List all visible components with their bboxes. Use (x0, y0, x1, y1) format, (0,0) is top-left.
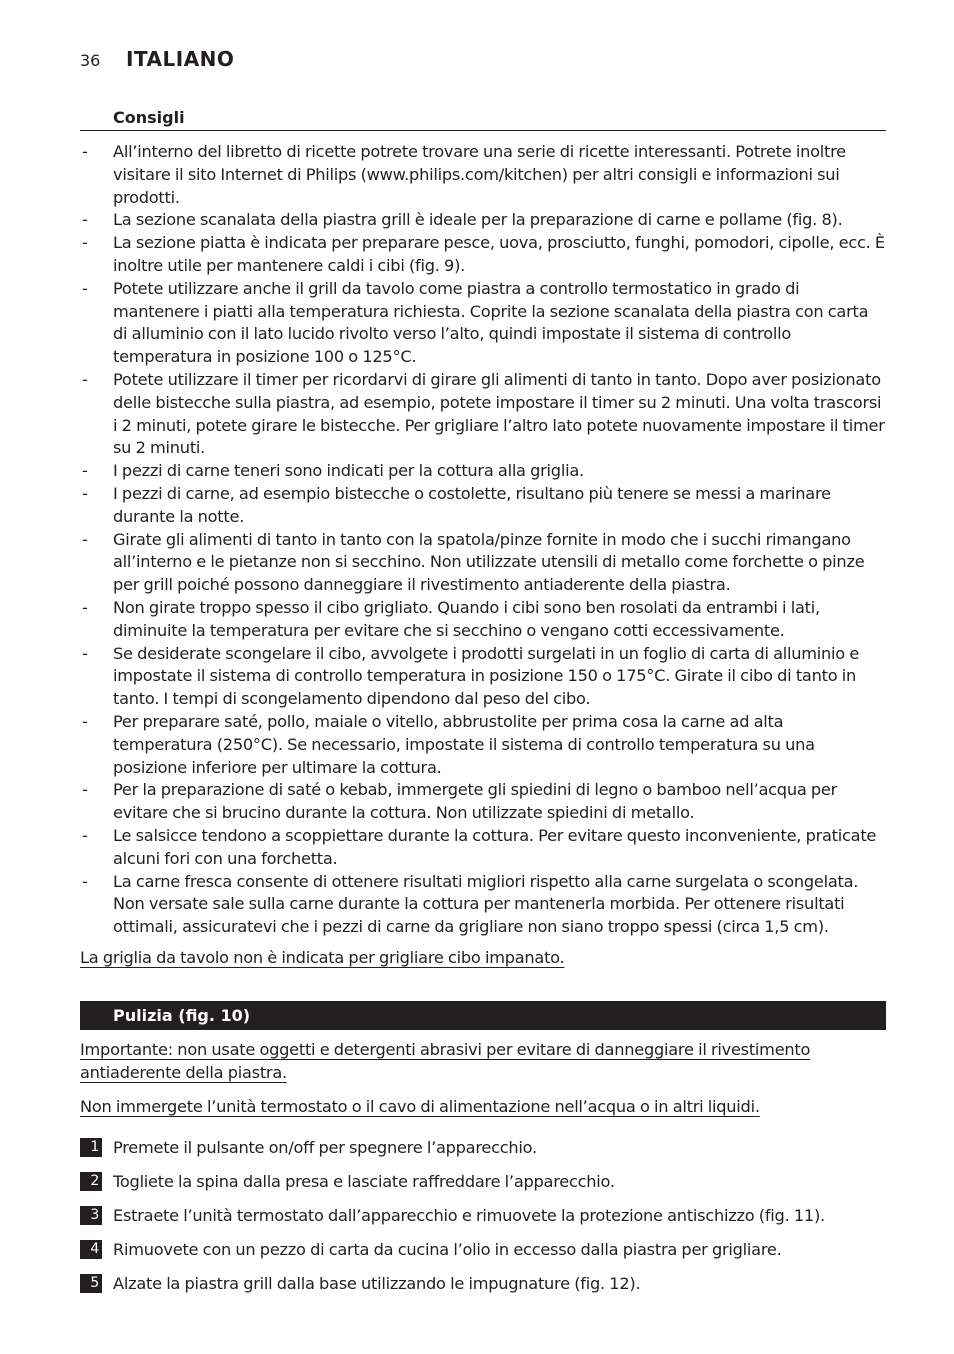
list-item (80, 209, 886, 232)
warning-text: Non immergete l’unità termostato o il cavo di alimentazione nell’acqua o in altri liquidi. (80, 1097, 760, 1116)
page-header (80, 47, 234, 71)
bullet-dash: - (82, 210, 88, 230)
list-item (80, 643, 886, 711)
tip-text: La sezione piatta è indicata per preparare pesce, uova, prosciutto, funghi, pomodori, cipolle, ecc. È inoltre utile per mantenere caldi i cibi (fig. 9). (113, 233, 885, 275)
list-item (80, 597, 886, 643)
consigli-heading: Consigli (80, 107, 886, 131)
list-item (80, 711, 886, 779)
tip-text: All’interno del libretto di ricette potrete trovare una serie di ricette interessanti. Potrete inoltre visitare il sito Internet di Philips (www.philips.com/kitchen) per altri consigli e informazioni sui prodotti. (113, 142, 846, 207)
note-text: La griglia da tavolo non è indicata per grigliare cibo impanato. (80, 948, 565, 967)
consigli-note (80, 947, 886, 970)
bullet-dash: - (82, 643, 88, 663)
step-text: Premete il pulsante on/off per spegnere l’apparecchio. (113, 1137, 537, 1157)
bullet-dash: - (82, 597, 88, 617)
bullet-dash: - (82, 233, 88, 253)
tip-text: La sezione scanalata della piastra grill è ideale per la preparazione di carne e pollame (fig. 8). (113, 210, 843, 230)
list-item (80, 141, 886, 209)
tip-text: Se desiderate scongelare il cibo, avvolgete i prodotti surgelati in un foglio di carta di alluminio e impostate il sistema di controllo temperatura in posizione 150 o 175°C. Girate il cibo di tanto in tanto. I tempi di scongelamento dipendono dal peso del cibo. (113, 643, 860, 709)
tip-text: Per preparare saté, pollo, maiale o vitello, abbrustolite per prima cosa la carne ad alta temperatura (250°C). Se necessario, impostate il sistema di controllo temperatura su una posizione inferiore per ultimare la cottura. (113, 711, 815, 777)
consigli-list (80, 141, 886, 939)
step-item (80, 1267, 886, 1301)
step-item (80, 1198, 886, 1232)
tip-text: Per la preparazione di saté o kebab, immergete gli spiedini di legno o bamboo nell’acqua per evitare che si brucino durante la cottura. Non utilizzate spiedini di metallo. (113, 780, 838, 823)
step-text: Rimuovete con un pezzo di carta da cucina l’olio in eccesso dalla piastra per grigliare. (113, 1240, 782, 1260)
pulizia-heading: Pulizia (fig. 10) (80, 1001, 886, 1030)
step-text: Estraete l’unità termostato dall’apparecchio e rimuovete la protezione antischizzo (fig. 11). (113, 1205, 825, 1225)
bullet-dash: - (82, 461, 88, 481)
tip-text: I pezzi di carne teneri sono indicati per la cottura alla griglia. (113, 461, 584, 481)
bullet-dash: - (82, 369, 88, 389)
step-number: 3 (80, 1206, 102, 1225)
step-item (80, 1233, 886, 1267)
list-item (80, 529, 886, 597)
step-item (80, 1164, 886, 1198)
bullet-dash: - (82, 142, 88, 161)
step-item (80, 1130, 886, 1164)
bullet-dash: - (82, 529, 88, 549)
step-number: 1 (80, 1138, 102, 1157)
tip-text: Girate gli alimenti di tanto in tanto con la spatola/pinze fornite in modo che i succhi rimangano all’interno e le pietanze non si secchino. Non utilizzate utensili di metallo come forchette o pinze per grill poiché possono danneggiare il rivestimento antiaderente della piastra. (113, 529, 865, 595)
tip-text: Le salsicce tendono a scoppiettare durante la cottura. Per evitare questo inconveniente, praticate alcuni fori con una forchetta. (113, 825, 877, 868)
step-text: Togliete la spina dalla presa e lasciate raffreddare l’apparecchio. (113, 1171, 615, 1191)
list-item (80, 871, 886, 939)
page-language-title: ITALIANO (126, 47, 235, 71)
step-number: 2 (80, 1172, 102, 1191)
step-number: 4 (80, 1240, 102, 1259)
tip-text: La carne fresca consente di ottenere risultati migliori rispetto alla carne surgelata o scongelata. Non versate sale sulla carne durante la cottura per mantenerla morbida. Per ottenere risultati ottimali, assicuratevi che i pezzi di carne da grigliare non siano troppo spessi (circa 1,5 cm). (113, 871, 859, 937)
bullet-dash: - (82, 278, 88, 298)
list-item (80, 232, 886, 278)
tip-text: Non girate troppo spesso il cibo grigliato. Quando i cibi sono ben rosolati da entrambi i lati, diminuite la temperatura per evitare che si secchino o vengano cotti eccessivamente. (113, 597, 820, 640)
warning-text: Importante: non usate oggetti e detergenti abrasivi per evitare di danneggiare il rivestimento antiaderente della piastra. (80, 1040, 811, 1082)
list-item (80, 460, 886, 483)
page-number: 36 (80, 51, 101, 70)
pulizia-warning-abrasives (80, 1039, 886, 1085)
pulizia-warning-water (80, 1096, 886, 1119)
bullet-dash: - (82, 780, 88, 800)
list-item (80, 779, 886, 825)
step-number: 5 (80, 1274, 102, 1293)
list-item (80, 369, 886, 460)
bullet-dash: - (82, 711, 88, 731)
pulizia-steps (80, 1130, 886, 1301)
step-text: Alzate la piastra grill dalla base utilizzando le impugnature (fig. 12). (113, 1274, 641, 1294)
list-item (80, 278, 886, 369)
bullet-dash: - (82, 871, 88, 891)
tip-text: Potete utilizzare anche il grill da tavolo come piastra a controllo termostatico in grado di mantenere i piatti alla temperatura richiesta. Coprite la sezione scanalata della piastra con carta di alluminio con il lato lucido rivolto verso l’alto, quindi impostate il sistema di controllo temperatura in posizione 100 o 125°C. (113, 278, 869, 367)
bullet-dash: - (82, 483, 88, 503)
tip-text: Potete utilizzare il timer per ricordarvi di girare gli alimenti di tanto in tanto. Dopo aver posizionato delle bistecche sulla piastra, ad esempio, potete impostare il timer su 2 minuti. Una volta trascorsi i 2 minuti, potete girare le bistecche. Per grigliare l’altro lato potete nuovamente impostare il timer su 2 minuti. (113, 369, 885, 458)
tip-text: I pezzi di carne, ad esempio bistecche o costolette, risultano più tenere se messi a marinare durante la notte. (113, 483, 831, 526)
list-item (80, 483, 886, 529)
bullet-dash: - (82, 825, 88, 845)
list-item (80, 825, 886, 871)
